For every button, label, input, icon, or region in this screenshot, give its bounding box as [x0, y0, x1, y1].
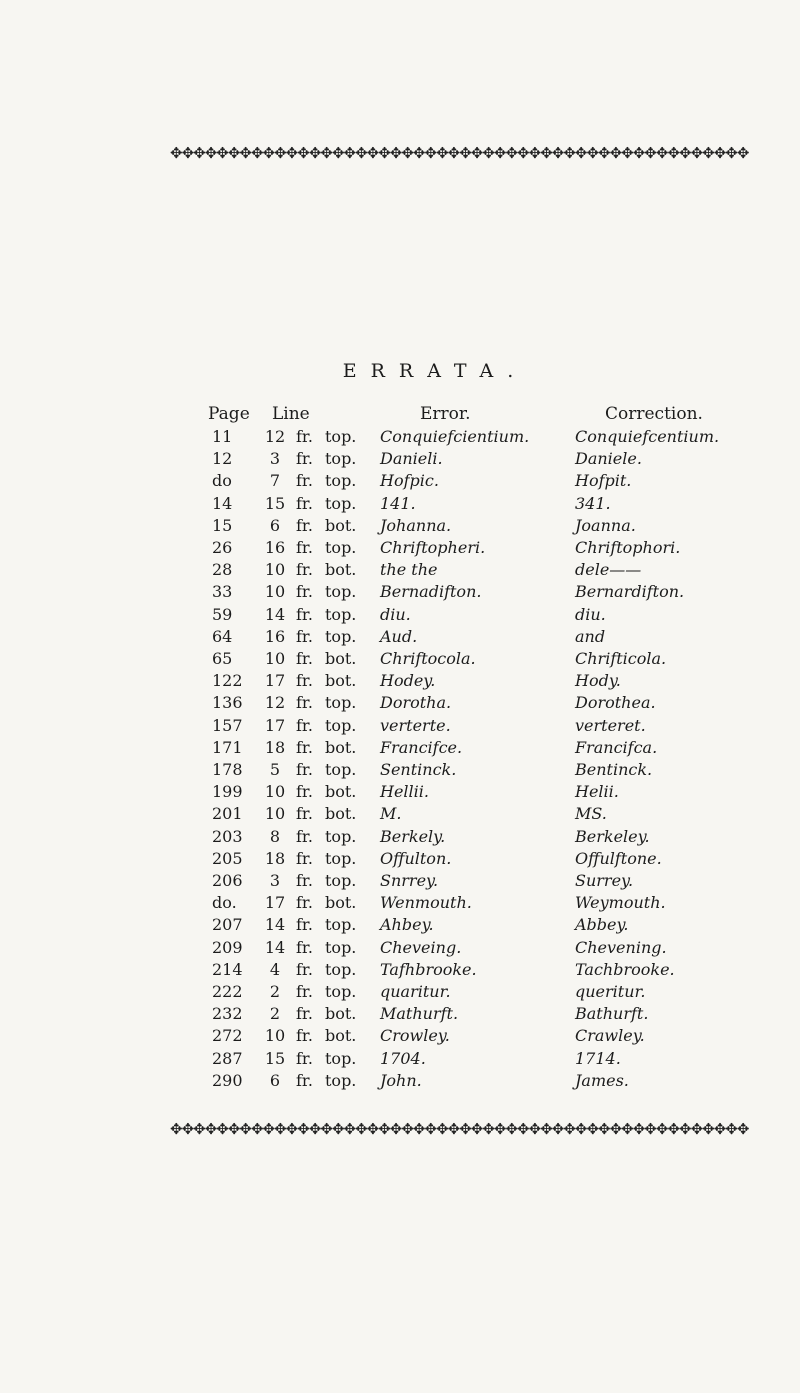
erratum-error: Wenmouth. — [380, 893, 472, 913]
erratum-correction: Bernardifton. — [575, 582, 685, 602]
erratum-line: 6 — [269, 515, 281, 535]
erratum-correction: Bentinck. — [575, 760, 653, 779]
erratum-row — [0, 892, 800, 914]
erratum-line: 18 — [264, 737, 286, 757]
erratum-error: Mathurft. — [380, 1004, 459, 1024]
erratum-line: 18 — [264, 848, 286, 868]
erratum-from: fr. — [296, 427, 313, 446]
erratum-error: Bernadifton. — [380, 582, 482, 602]
erratum-correction: 1714. — [575, 1048, 621, 1068]
erratum-page: 33 — [212, 582, 233, 602]
erratum-line: 15 — [264, 493, 286, 513]
erratum-error: Berkely. — [380, 826, 446, 846]
erratum-from: fr. — [296, 582, 313, 602]
erratum-error: Hellii. — [380, 782, 429, 802]
erratum-position: top. — [325, 493, 357, 513]
erratum-page: 203 — [212, 826, 243, 846]
erratum-position: top. — [325, 693, 357, 713]
erratum-position: top. — [325, 959, 357, 979]
erratum-error: Chriftopheri. — [380, 538, 486, 557]
erratum-position: bot. — [325, 782, 357, 802]
erratum-error: Dorotha. — [380, 693, 452, 713]
erratum-page: 65 — [212, 649, 233, 668]
erratum-row — [0, 1003, 800, 1025]
erratum-error: quaritur. — [380, 982, 451, 1001]
erratum-row — [0, 426, 800, 448]
erratum-correction: Tachbrooke. — [575, 959, 675, 979]
erratum-error: 1704. — [380, 1048, 426, 1068]
erratum-position: top. — [325, 626, 357, 646]
erratum-position: bot. — [325, 804, 357, 824]
erratum-from: fr. — [296, 693, 313, 713]
erratum-line: 10 — [264, 582, 286, 602]
column-header-correction: Correction. — [605, 404, 703, 424]
erratum-page: 157 — [212, 715, 243, 735]
erratum-page: 206 — [212, 871, 243, 890]
erratum-from: fr. — [296, 471, 313, 491]
erratum-position: top. — [325, 604, 357, 624]
erratum-from: fr. — [296, 671, 313, 691]
erratum-from: fr. — [296, 848, 313, 868]
erratum-from: fr. — [296, 915, 313, 935]
erratum-from: fr. — [296, 826, 313, 846]
erratum-error: Aud. — [380, 626, 418, 646]
erratum-row — [0, 559, 800, 581]
erratum-from: fr. — [296, 937, 313, 957]
erratum-line: 6 — [269, 1070, 281, 1090]
erratum-row — [0, 848, 800, 870]
erratum-correction: Offulftone. — [575, 848, 662, 868]
erratum-from: fr. — [296, 737, 313, 757]
erratum-correction: dele—— — [575, 560, 642, 580]
erratum-position: bot. — [325, 1004, 357, 1024]
erratum-position: top. — [325, 715, 357, 735]
erratum-position: bot. — [325, 671, 357, 691]
erratum-line: 10 — [264, 560, 286, 580]
erratum-from: fr. — [296, 493, 313, 513]
erratum-line: 2 — [269, 1004, 281, 1024]
erratum-page: 59 — [212, 604, 233, 624]
erratum-row — [0, 1070, 800, 1092]
erratum-error: verterte. — [380, 715, 451, 735]
erratum-line: 7 — [269, 471, 281, 491]
erratum-error: Chriftocola. — [380, 649, 476, 668]
erratum-error: Johanna. — [380, 515, 452, 535]
erratum-error: 141. — [380, 493, 416, 513]
erratum-row — [0, 648, 800, 670]
erratum-correction: MS. — [575, 804, 607, 824]
erratum-row — [0, 870, 800, 892]
erratum-row — [0, 581, 800, 603]
erratum-correction: verteret. — [575, 715, 646, 735]
erratum-correction: diu. — [575, 604, 606, 624]
erratum-from: fr. — [296, 715, 313, 735]
erratum-line: 16 — [264, 538, 286, 557]
erratum-page: 201 — [212, 804, 243, 824]
erratum-page: 14 — [212, 493, 233, 513]
ornament-rule-bottom: ✥✥✥✥✥✥✥✥✥✥✥✥✥✥✥✥✥✥✥✥✥✥✥✥✥✥✥✥✥✥✥✥✥✥✥✥✥✥✥✥✥✥✥✥✥✥✥✥✥✥ — [170, 1120, 749, 1138]
erratum-line: 14 — [264, 604, 286, 624]
erratum-line: 10 — [264, 804, 286, 824]
erratum-line: 2 — [269, 982, 281, 1001]
erratum-line: 4 — [269, 959, 281, 979]
erratum-page: 207 — [212, 915, 243, 935]
erratum-page: 178 — [212, 760, 243, 779]
erratum-page: do. — [212, 893, 237, 913]
erratum-row — [0, 515, 800, 537]
erratum-from: fr. — [296, 649, 313, 668]
erratum-row — [0, 670, 800, 692]
erratum-error: M. — [380, 804, 402, 824]
erratum-error: Offulton. — [380, 848, 452, 868]
erratum-line: 14 — [264, 915, 286, 935]
erratum-error: Francifce. — [380, 737, 463, 757]
erratum-page: 214 — [212, 959, 243, 979]
erratum-error: the the — [380, 560, 438, 580]
erratum-line: 17 — [264, 893, 286, 913]
erratum-from: fr. — [296, 782, 313, 802]
errata-header — [0, 403, 800, 425]
erratum-error: Cheveing. — [380, 937, 462, 957]
erratum-from: fr. — [296, 1048, 313, 1068]
erratum-error: Ahbey. — [380, 915, 434, 935]
erratum-page: 15 — [212, 515, 233, 535]
erratum-from: fr. — [296, 871, 313, 890]
erratum-position: top. — [325, 1048, 357, 1068]
erratum-from: fr. — [296, 893, 313, 913]
erratum-correction: Dorothea. — [575, 693, 656, 713]
erratum-row — [0, 1025, 800, 1047]
erratum-error: Conquiefcientium. — [380, 427, 530, 446]
erratum-correction: Joanna. — [575, 515, 636, 535]
erratum-from: fr. — [296, 538, 313, 557]
erratum-position: top. — [325, 760, 357, 779]
erratum-page: 287 — [212, 1048, 243, 1068]
erratum-position: top. — [325, 582, 357, 602]
column-header-page: Page — [208, 404, 250, 424]
erratum-error: Danieli. — [380, 449, 443, 469]
erratum-page: 136 — [212, 693, 243, 713]
erratum-position: top. — [325, 915, 357, 935]
erratum-row — [0, 448, 800, 470]
erratum-correction: Bathurft. — [575, 1004, 649, 1024]
ornament-rule-top: ✥✥✥✥✥✥✥✥✥✥✥✥✥✥✥✥✥✥✥✥✥✥✥✥✥✥✥✥✥✥✥✥✥✥✥✥✥✥✥✥✥✥✥✥✥✥✥✥✥✥ — [170, 144, 749, 162]
column-header-error: Error. — [420, 404, 471, 424]
erratum-line: 3 — [269, 871, 281, 890]
erratum-page: 11 — [212, 427, 233, 446]
erratum-row — [0, 626, 800, 648]
erratum-correction: Helii. — [575, 782, 619, 802]
erratum-row — [0, 959, 800, 981]
erratum-page: 64 — [212, 626, 233, 646]
erratum-correction: Surrey. — [575, 871, 634, 890]
erratum-position: top. — [325, 937, 357, 957]
erratum-position: bot. — [325, 649, 357, 668]
erratum-page: 222 — [212, 982, 243, 1001]
erratum-position: top. — [325, 471, 357, 491]
erratum-position: top. — [325, 449, 357, 469]
erratum-from: fr. — [296, 959, 313, 979]
erratum-row — [0, 493, 800, 515]
erratum-position: top. — [325, 871, 357, 890]
erratum-correction: 341. — [575, 493, 611, 513]
erratum-correction: Berkeley. — [575, 826, 650, 846]
erratum-error: diu. — [380, 604, 411, 624]
erratum-correction: queritur. — [575, 982, 646, 1001]
erratum-from: fr. — [296, 560, 313, 580]
erratum-line: 5 — [269, 760, 281, 779]
erratum-from: fr. — [296, 626, 313, 646]
erratum-position: top. — [325, 982, 357, 1001]
erratum-row — [0, 826, 800, 848]
erratum-position: top. — [325, 538, 357, 557]
erratum-page: 232 — [212, 1004, 243, 1024]
erratum-page: 290 — [212, 1070, 243, 1090]
erratum-from: fr. — [296, 604, 313, 624]
erratum-position: top. — [325, 848, 357, 868]
erratum-line: 10 — [264, 1026, 286, 1046]
erratum-line: 17 — [264, 715, 286, 735]
erratum-row — [0, 759, 800, 781]
erratum-line: 12 — [264, 427, 286, 446]
erratum-from: fr. — [296, 1070, 313, 1090]
erratum-from: fr. — [296, 760, 313, 779]
erratum-from: fr. — [296, 449, 313, 469]
erratum-correction: Weymouth. — [575, 893, 666, 913]
page-title: ERRATA. — [342, 360, 528, 382]
erratum-row — [0, 715, 800, 737]
erratum-line: 10 — [264, 649, 286, 668]
erratum-page: 199 — [212, 782, 243, 802]
erratum-position: top. — [325, 427, 357, 446]
erratum-row — [0, 914, 800, 936]
erratum-correction: James. — [575, 1070, 629, 1090]
erratum-page: 26 — [212, 538, 233, 557]
erratum-error: John. — [380, 1070, 422, 1090]
erratum-error: Sentinck. — [380, 760, 457, 779]
erratum-line: 10 — [264, 782, 286, 802]
erratum-from: fr. — [296, 982, 313, 1001]
erratum-row — [0, 470, 800, 492]
erratum-page: do — [212, 471, 232, 491]
erratum-position: bot. — [325, 1026, 357, 1046]
erratum-position: top. — [325, 826, 357, 846]
erratum-error: Snrrey. — [380, 871, 439, 890]
erratum-page: 28 — [212, 560, 233, 580]
erratum-row — [0, 781, 800, 803]
erratum-correction: Abbey. — [575, 915, 629, 935]
erratum-position: bot. — [325, 560, 357, 580]
erratum-page: 272 — [212, 1026, 243, 1046]
erratum-correction: Francifca. — [575, 737, 658, 757]
erratum-error: Tafhbrooke. — [380, 959, 477, 979]
erratum-correction: Daniele. — [575, 449, 642, 469]
erratum-page: 205 — [212, 848, 243, 868]
erratum-from: fr. — [296, 515, 313, 535]
erratum-row — [0, 604, 800, 626]
erratum-correction: Chevening. — [575, 937, 667, 957]
erratum-error: Crowley. — [380, 1026, 450, 1046]
erratum-line: 8 — [269, 826, 281, 846]
erratum-correction: Chriftophori. — [575, 538, 681, 557]
erratum-line: 12 — [264, 693, 286, 713]
erratum-correction: Chrifticola. — [575, 649, 667, 668]
erratum-correction: Hofpit. — [575, 471, 632, 491]
erratum-row — [0, 1048, 800, 1070]
erratum-error: Hofpic. — [380, 471, 439, 491]
erratum-row — [0, 537, 800, 559]
erratum-position: top. — [325, 1070, 357, 1090]
erratum-page: 12 — [212, 449, 233, 469]
erratum-row — [0, 803, 800, 825]
erratum-correction: Hody. — [575, 671, 621, 691]
erratum-correction: Crawley. — [575, 1026, 645, 1046]
erratum-position: bot. — [325, 515, 357, 535]
erratum-correction: and — [575, 626, 606, 646]
column-header-line: Line — [272, 404, 310, 424]
erratum-error: Hodey. — [380, 671, 436, 691]
erratum-from: fr. — [296, 1004, 313, 1024]
erratum-from: fr. — [296, 804, 313, 824]
erratum-position: bot. — [325, 893, 357, 913]
erratum-page: 171 — [212, 737, 243, 757]
erratum-line: 16 — [264, 626, 286, 646]
erratum-line: 15 — [264, 1048, 286, 1068]
erratum-page: 122 — [212, 671, 243, 691]
erratum-from: fr. — [296, 1026, 313, 1046]
erratum-position: bot. — [325, 737, 357, 757]
erratum-line: 3 — [269, 449, 281, 469]
erratum-row — [0, 737, 800, 759]
erratum-page: 209 — [212, 937, 243, 957]
erratum-line: 17 — [264, 671, 286, 691]
erratum-row — [0, 981, 800, 1003]
erratum-row — [0, 937, 800, 959]
erratum-correction: Conquiefcentium. — [575, 427, 720, 446]
erratum-row — [0, 692, 800, 714]
erratum-line: 14 — [264, 937, 286, 957]
